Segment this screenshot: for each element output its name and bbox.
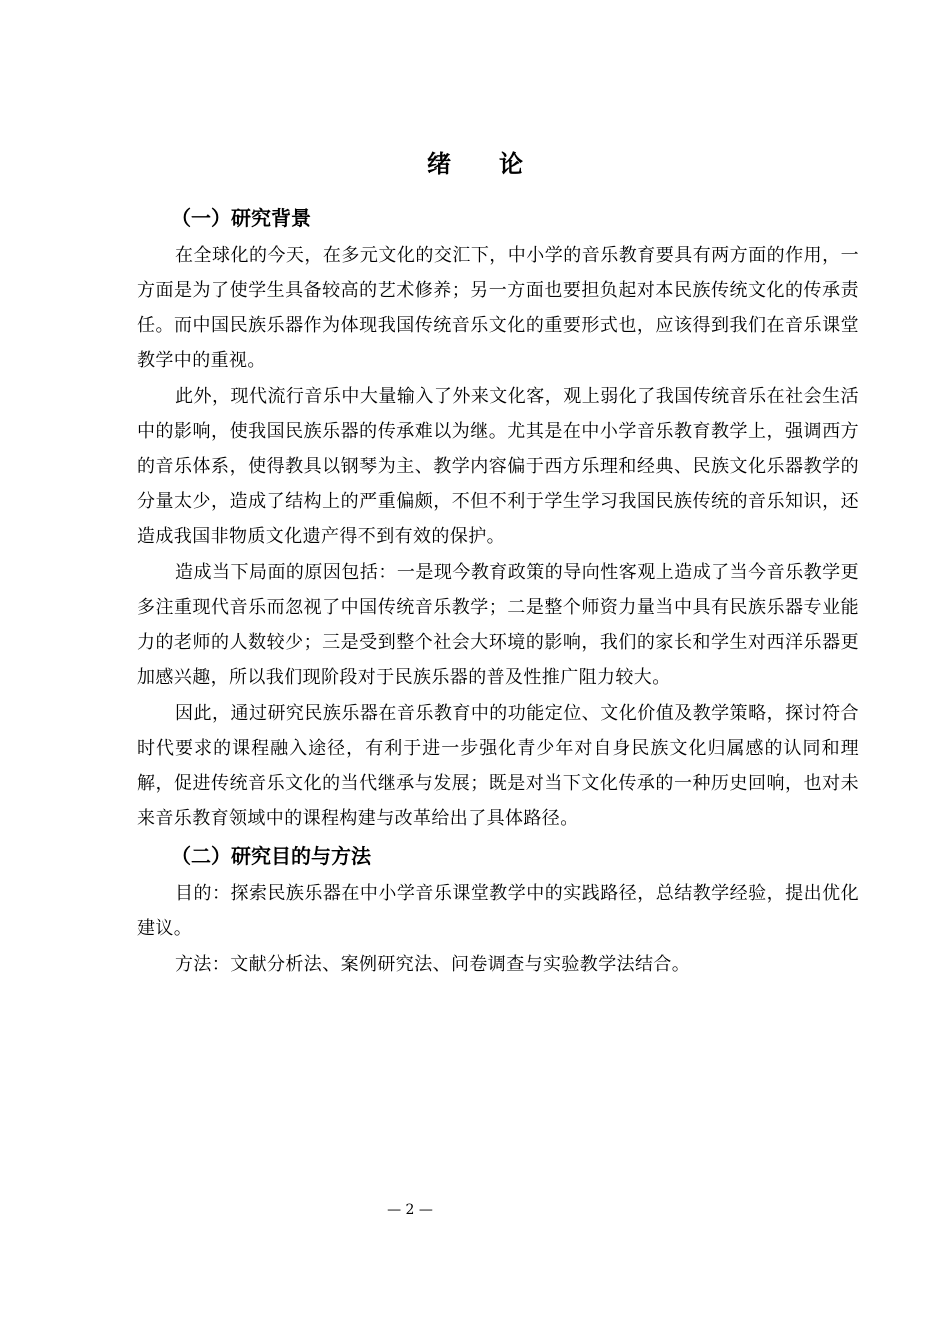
section-heading-background: （一）研究背景 [171,206,311,230]
paragraph: 目的：探索民族乐器在中小学音乐课堂教学中的实践路径，总结教学经验，提出优化建议。 [137,883,859,939]
page-number: — 2 — [387,1202,433,1218]
paragraph: 此外，现代流行音乐中大量输入了外来文化客，观上弱化了我国传统音乐在社会生活中的影响，使我国民族乐器的传承难以为继。尤其是在中小学音乐教育教学上，强调西方的音乐体系，使得教具以钢琴为主、教学内容偏于西方乐理和经典、民族文化乐器教学的分量太少，造成了结构上的严重偏颇，不但不利于学生学习我国民族传统的音乐知识，还造成我国非物质文化遗产得不到有效的保护。 [137,386,859,547]
paragraph: 造成当下局面的原因包括：一是现今教育政策的导向性客观上造成了当今音乐教学更多注重现代音乐而忽视了中国传统音乐教学；二是整个师资力量当中具有民族乐器专业能力的老师的人数较少；三是受到整个社会大环境的影响，我们的家长和学生对西洋乐器更加感兴趣，所以我们现阶段对于民族乐器的普及性推广阻力较大。 [137,562,859,688]
section-heading-purpose-methods: （二）研究目的与方法 [171,844,371,868]
paragraph: 在全球化的今天，在多元文化的交汇下，中小学的音乐教育要具有两方面的作用，一方面是为了使学生具备较高的艺术修养；另一方面也要担负起对本民族传统文化的传承责任。而中国民族乐器作为体现我国传统音乐文化的重要形式也，应该得到我们在音乐课堂教学中的重视。 [137,245,859,371]
paragraph: 因此，通过研究民族乐器在音乐教育中的功能定位、文化价值及教学策略，探讨符合时代要求的课程融入途径，有利于进一步强化青少年对自身民族文化归属感的认同和理解，促进传统音乐文化的当代继承与发展；既是对当下文化传承的一种历史回响，也对未来音乐教育领域中的课程构建与改革给出了具体路径。 [137,703,859,829]
document-body [137,200,859,982]
page-title: 绪论 [427,150,571,178]
paragraph: 方法：文献分析法、案例研究法、问卷调查与实验教学法结合。 [175,954,691,975]
